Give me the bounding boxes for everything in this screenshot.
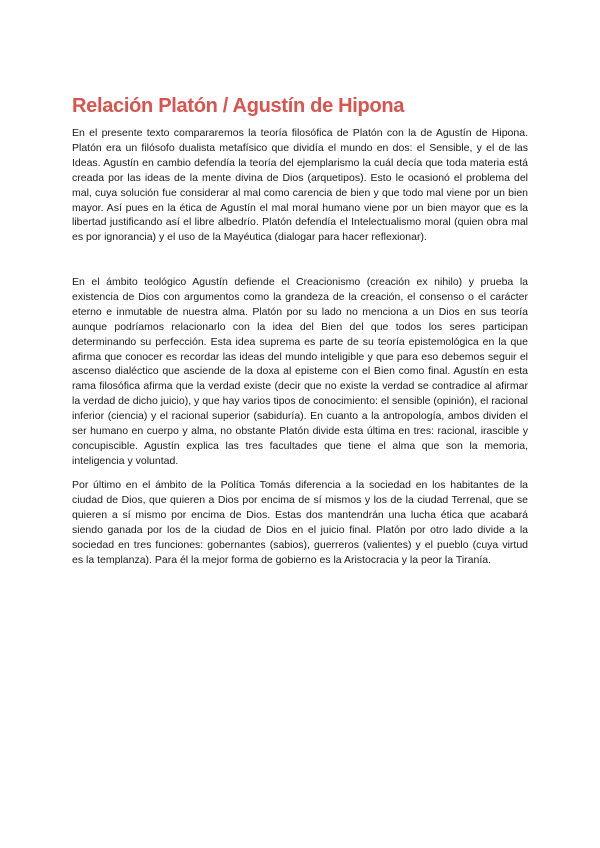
document-title: Relación Platón / Agustín de Hipona: [72, 95, 405, 117]
paragraph-intro: En el presente texto compararemos la teoría filosófica de Platón con la de Agustín de Hipona. Platón era un filósofo dualista metafísico que dividía el mundo en dos: el Sensible, y el de las Ideas. Agustín en cambio defendía la teoría del ejemplarismo la cuál decía que toda materia está creada por las ideas de la mente divina de Dios (arquetipos). Esto le ocasionó el problema del mal, cuya solución fue considerar al mal como carencia de bien y que todo mal viene por un bien mayor. Así pues en la ética de Agustín el mal moral humano viene por un bien mayor que es la libertad justificando así el libre albedrío. Platón defendía el Intelectualismo moral (quien obra mal es por ignorancia) y el uso de la Mayéutica (dialogar para hacer reflexionar).: [72, 127, 528, 244]
paragraph-theology-epistemology: En el ámbito teológico Agustín defiende el Creacionismo (creación ex nihilo) y prueba la existencia de Dios con argumentos como la grandeza de la creación, el consenso o el carácter eterno e inmutable de nuestra alma. Platón por su lado no menciona a un Dios en sus teoría aunque podríamos relacionarlo con la idea del Bien del que todos los seres participan determinando su perfección. Esta idea suprema es parte de su teoría epistemológica en la que afirma que conocer es recordar las ideas del mundo inteligible y que para eso debemos seguir el ascenso dialéctico que asciende de la doxa al episteme con el Bien como final. Agustín en esta rama filosófica afirma que la verdad existe (decir que no existe la verdad se contradice al afirmar la verdad de dicho juicio), y que hay varios tipos de conocimiento: el sensible (opinión), el racional inferior (ciencia) y el racional superior (sabiduría). En cuanto a la antropología, ambos dividen el ser humano en cuerpo y alma, no obstante Platón divide esta última en tres: racional, irascible y concupiscible. Agustín explica las tres facultades que tiene el alma que son la memoria, inteligencia y voluntad.: [72, 276, 528, 467]
paragraph-politics: Por último en el ámbito de la Política Tomás diferencia a la sociedad en los habitantes de la ciudad de Dios, que quieren a Dios por encima de sí mismos y los de la ciudad Terrenal, que se quieren a sí mismo por encima de Dios. Estas dos mantendrán una lucha ética que acabará siendo ganada por los de la ciudad de Dios en el juicio final. Platón por otro lado divide a la sociedad en tres funciones: gobernantes (sabios), guerreros (valientes) y el pueblo (cuya virtud es la templanza). Para él la mejor forma de gobierno es la Aristocracia y la peor la Tiranía.: [72, 479, 528, 566]
